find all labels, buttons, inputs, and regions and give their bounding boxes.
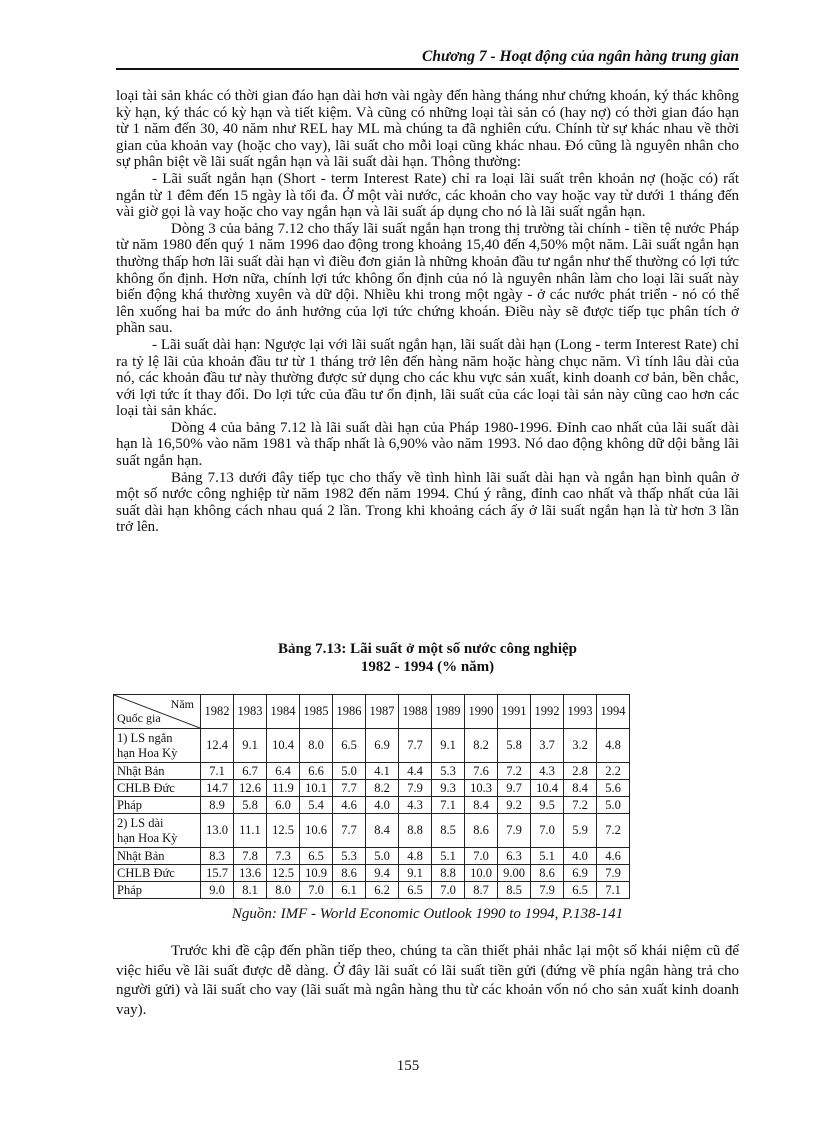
- table-cell: 6.5: [333, 729, 366, 763]
- table-cell: 8.3: [201, 848, 234, 865]
- table-cell: 9.0: [201, 882, 234, 899]
- year-header-cell: 1992: [531, 695, 564, 729]
- row-label-cell: [114, 848, 201, 865]
- paragraph: Bảng 7.13 dưới đây tiếp tục cho thấy về tình hình lãi suất dài hạn và ngắn hạn bình quân ở một số nước công nghiệp từ năm 1982 đến năm 1994. Chú ý rằng, đỉnh cao nhất và thấp nhất của lãi suất dài hạn không cách nhau quá 2 lần. Trong khi khoảng cách ấy ở lãi suất ngắn hạn là từ hơn 3 lần trở lên.: [116, 469, 739, 536]
- table-cell: 6.9: [564, 865, 597, 882]
- row-label: CHLB Đức: [117, 780, 175, 795]
- table-cell: 7.9: [399, 780, 432, 797]
- table-row: [114, 865, 630, 882]
- row-label-cell: [114, 763, 201, 780]
- table-cell: 7.7: [399, 729, 432, 763]
- table-cell: 12.4: [201, 729, 234, 763]
- table-cell: 2.2: [597, 763, 630, 780]
- table-cell: 7.9: [597, 865, 630, 882]
- year-header-cell: 1991: [498, 695, 531, 729]
- table-cell: 9.5: [531, 797, 564, 814]
- table-cell: 6.5: [300, 848, 333, 865]
- table-cell: 8.5: [498, 882, 531, 899]
- year-header-cell: 1994: [597, 695, 630, 729]
- row-label: CHLB Đức: [117, 865, 175, 880]
- paragraph: Trước khi đề cập đến phần tiếp theo, chúng ta cần thiết phải nhắc lại một số khái niệm cũ để việc hiểu về lãi suất được dễ dàng. Ở đây lãi suất có lãi suất tiền gửi (đứng về phía ngân hàng trả cho người gửi) và lãi suất cho vay (lãi suất mà ngân hàng thu từ các khoản vốn nó cho sản xuất kinh doanh vay).: [116, 943, 739, 1018]
- table-cell: 6.5: [399, 882, 432, 899]
- year-header-cell: 1987: [366, 695, 399, 729]
- table-cell: 8.0: [267, 882, 300, 899]
- table-cell: 5.1: [432, 848, 465, 865]
- paragraph: loại tài sản khác có thời gian đáo hạn dài hơn vài ngày đến hàng tháng như chứng khoán, ký thác không kỳ hạn, ký thác có kỳ hạn và tiết kiệm. Và cũng có những loại tài sản có (hay nợ) có thời gian đáo hạn từ 1 năm đến 30, 40 năm như REL hay ML mà chúng ta đã nghiên cứu. Chính từ sự khác nhau về thời gian của khoản vay (hoặc cho vay), lãi suất cho mỗi loại cũng khác nhau. Đó cũng là nguyên nhân cho sự phân biệt về lãi suất ngắn hạn và lãi suất dài hạn. Thông thường:: [116, 88, 739, 171]
- table-row: [114, 797, 630, 814]
- table-cell: 7.1: [201, 763, 234, 780]
- table-cell: 7.7: [333, 780, 366, 797]
- table-cell: 6.4: [267, 763, 300, 780]
- table-cell: 5.0: [333, 763, 366, 780]
- table-corner-cell: [114, 695, 201, 729]
- row-label: Pháp: [117, 797, 142, 812]
- table-title: [116, 640, 739, 676]
- paragraph: Dòng 3 của bảng 7.12 cho thấy lãi suất ngắn hạn trong thị trường tài chính - tiền tệ nước Pháp từ năm 1980 đến quý 1 năm 1996 dao động trong khoảng 15,40 đến 4,50% một năm. Lãi suất ngắn hạn thường thấp hơn lãi suất dài hạn vì điều đơn giản là những khoản đầu tư ngắn như thế thường có lợi tức không ổn định. Hơn nữa, chính lợi tức không ổn định của nó là nguyên nhân làm cho loại lãi suất này biến động khá thường xuyên và dữ dội. Nhiều khi trong một ngày - ở các nước phát triển - nó có thể lên xuống hai ba mức do ảnh hưởng của lợi tức chứng khoán. Điều này sẽ được tiếp tục phân tích ở phần sau.: [116, 220, 739, 337]
- table-cell: 4.3: [399, 797, 432, 814]
- table-cell: 9.7: [498, 780, 531, 797]
- table-cell: 6.5: [564, 882, 597, 899]
- table-cell: 13.6: [234, 865, 267, 882]
- table-cell: 5.8: [498, 729, 531, 763]
- table-cell: 6.6: [300, 763, 333, 780]
- table-cell: 6.0: [267, 797, 300, 814]
- row-label: Nhật Bản: [117, 848, 165, 863]
- row-label: 2) LS dài: [117, 815, 164, 830]
- table-cell: 7.9: [531, 882, 564, 899]
- row-label-cell: [114, 882, 201, 899]
- table-cell: 5.3: [333, 848, 366, 865]
- row-label: 1) LS ngắn: [117, 730, 173, 745]
- corner-country-label: Quốc gia: [117, 711, 161, 725]
- table-title-line1: Bảng 7.13: Lãi suất ở một số nước công nghiệp: [278, 641, 577, 657]
- body-text: [116, 88, 739, 536]
- table-cell: 7.0: [432, 882, 465, 899]
- table-cell: 15.7: [201, 865, 234, 882]
- table-cell: 7.2: [597, 814, 630, 848]
- table-cell: 10.4: [531, 780, 564, 797]
- table-cell: 12.5: [267, 814, 300, 848]
- table-cell: 7.0: [531, 814, 564, 848]
- table-cell: 9.1: [399, 865, 432, 882]
- table-cell: 4.8: [597, 729, 630, 763]
- table-row: [114, 729, 630, 763]
- table-cell: 14.7: [201, 780, 234, 797]
- interest-rate-table-wrap: [113, 694, 630, 899]
- row-label-cell: [114, 780, 201, 797]
- table-row: [114, 780, 630, 797]
- year-header-cell: 1990: [465, 695, 498, 729]
- year-header-cell: 1982: [201, 695, 234, 729]
- row-label-cell: [114, 865, 201, 882]
- table-cell: 7.2: [564, 797, 597, 814]
- table-cell: 7.9: [498, 814, 531, 848]
- table-cell: 8.2: [366, 780, 399, 797]
- page-number: 155: [396, 1058, 420, 1074]
- table-cell: 5.8: [234, 797, 267, 814]
- table-cell: 12.6: [234, 780, 267, 797]
- table-cell: 4.3: [531, 763, 564, 780]
- row-label-cell: [114, 814, 201, 848]
- table-cell: 8.5: [432, 814, 465, 848]
- table-cell: 4.0: [366, 797, 399, 814]
- row-label: Pháp: [117, 882, 142, 897]
- paragraph: - Lãi suất ngắn hạn (Short - term Interest Rate) chỉ ra loại lãi suất trên khoản nợ (hoặc có) rất ngắn từ 1 đêm đến 15 ngày là tối đa. Ở một vài nước, các khoản cho vay hoặc vay từ dưới 1 tháng đến vài giờ gọi là vay hoặc cho vay ngắn hạn và lãi suất áp dụng cho nó là lãi suất ngắn hạn.: [116, 170, 739, 221]
- table-cell: 4.8: [399, 848, 432, 865]
- closing-text: [116, 942, 739, 1020]
- table-cell: 4.6: [597, 848, 630, 865]
- row-label-cell: [114, 797, 201, 814]
- year-header-cell: 1985: [300, 695, 333, 729]
- table-row: [114, 882, 630, 899]
- table-cell: 9.00: [498, 865, 531, 882]
- table-cell: 8.4: [564, 780, 597, 797]
- year-header-cell: 1993: [564, 695, 597, 729]
- table-cell: 4.4: [399, 763, 432, 780]
- page-header: [116, 48, 739, 70]
- table-cell: 6.1: [333, 882, 366, 899]
- table-cell: 7.7: [333, 814, 366, 848]
- table-cell: 11.9: [267, 780, 300, 797]
- table-cell: 8.6: [531, 865, 564, 882]
- table-cell: 8.1: [234, 882, 267, 899]
- table-cell: 12.5: [267, 865, 300, 882]
- year-header-cell: 1984: [267, 695, 300, 729]
- table-cell: 5.6: [597, 780, 630, 797]
- table-cell: 6.7: [234, 763, 267, 780]
- row-label-cell: [114, 729, 201, 763]
- table-row: [114, 763, 630, 780]
- table-cell: 10.3: [465, 780, 498, 797]
- table-cell: 10.0: [465, 865, 498, 882]
- year-header-cell: 1989: [432, 695, 465, 729]
- table-cell: 3.2: [564, 729, 597, 763]
- table-cell: 7.3: [267, 848, 300, 865]
- table-cell: 8.8: [432, 865, 465, 882]
- table-cell: 5.3: [432, 763, 465, 780]
- table-cell: 8.0: [300, 729, 333, 763]
- chapter-title: Chương 7 - Hoạt động của ngân hàng trung gian: [422, 48, 739, 65]
- table-cell: 10.9: [300, 865, 333, 882]
- table-cell: 4.1: [366, 763, 399, 780]
- table-cell: 9.3: [432, 780, 465, 797]
- table-header-row: [114, 695, 630, 729]
- table-cell: 11.1: [234, 814, 267, 848]
- table-cell: 8.8: [399, 814, 432, 848]
- row-label-continued: hạn Hoa Kỳ: [117, 830, 178, 845]
- table-cell: 8.7: [465, 882, 498, 899]
- year-header-cell: 1988: [399, 695, 432, 729]
- table-cell: 7.6: [465, 763, 498, 780]
- table-row: [114, 814, 630, 848]
- year-header-cell: 1983: [234, 695, 267, 729]
- table-cell: 10.1: [300, 780, 333, 797]
- table-title-line2: 1982 - 1994 (% năm): [360, 659, 495, 675]
- table-cell: 5.1: [531, 848, 564, 865]
- table-cell: 3.7: [531, 729, 564, 763]
- table-cell: 8.4: [465, 797, 498, 814]
- table-cell: 7.2: [498, 763, 531, 780]
- table-cell: 9.4: [366, 865, 399, 882]
- row-label-continued: hạn Hoa Kỳ: [117, 745, 178, 760]
- interest-rate-table: [113, 694, 630, 899]
- table-source: Nguồn: IMF - World Economic Outlook 1990 to 1994, P.138-141: [231, 906, 624, 922]
- table-cell: 5.4: [300, 797, 333, 814]
- row-label: Nhật Bản: [117, 763, 165, 778]
- table-cell: 7.0: [300, 882, 333, 899]
- table-cell: 9.2: [498, 797, 531, 814]
- table-cell: 8.9: [201, 797, 234, 814]
- table-cell: 10.4: [267, 729, 300, 763]
- table-cell: 7.0: [465, 848, 498, 865]
- paragraph: - Lãi suất dài hạn: Ngược lại với lãi suất ngắn hạn, lãi suất dài hạn (Long - term Interest Rate) chỉ ra tỷ lệ lãi của khoản đầu tư từ 1 tháng trở lên đến hàng năm hoặc hàng chục năm. Vì tính lâu dài của nó, các khoản đầu tư này thường được sử dụng cho các khu vực sản xuất, kinh doanh cơ bản, bền chắc, với lợi tức ít thay đổi. Do lợi tức của đầu tư ổn định, lãi suất của các loại tài sản này cũng cao hơn các loại tài sản khác.: [116, 336, 739, 420]
- table-cell: 8.2: [465, 729, 498, 763]
- table-cell: 7.1: [597, 882, 630, 899]
- table-cell: 7.1: [432, 797, 465, 814]
- table-cell: 7.8: [234, 848, 267, 865]
- table-cell: 13.0: [201, 814, 234, 848]
- corner-year-label: Năm: [170, 697, 194, 711]
- table-cell: 8.6: [465, 814, 498, 848]
- table-cell: 6.2: [366, 882, 399, 899]
- paragraph: Dòng 4 của bảng 7.12 là lãi suất dài hạn của Pháp 1980-1996. Đỉnh cao nhất của lãi suất dài hạn là 16,50% vào năm 1981 và thấp nhất là 6,90% vào năm 1993. Nó dao động không dữ dội bằng lãi suất ngắn hạn.: [116, 419, 739, 470]
- table-cell: 4.6: [333, 797, 366, 814]
- table-cell: 5.0: [597, 797, 630, 814]
- table-cell: 10.6: [300, 814, 333, 848]
- table-row: [114, 848, 630, 865]
- year-header-cell: 1986: [333, 695, 366, 729]
- table-cell: 8.4: [366, 814, 399, 848]
- table-cell: 9.1: [432, 729, 465, 763]
- table-cell: 5.9: [564, 814, 597, 848]
- table-cell: 9.1: [234, 729, 267, 763]
- table-cell: 4.0: [564, 848, 597, 865]
- table-cell: 8.6: [333, 865, 366, 882]
- table-cell: 6.9: [366, 729, 399, 763]
- table-cell: 6.3: [498, 848, 531, 865]
- table-cell: 2.8: [564, 763, 597, 780]
- table-cell: 5.0: [366, 848, 399, 865]
